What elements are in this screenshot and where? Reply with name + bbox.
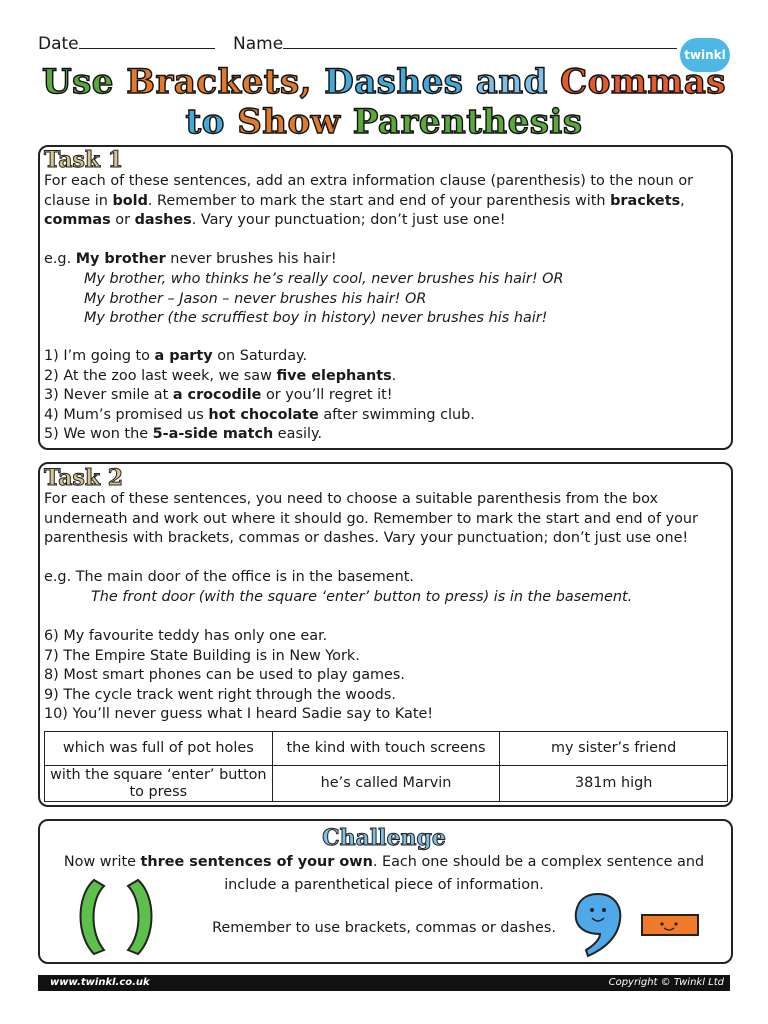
option-cell: with the square ‘enter’ button to press xyxy=(45,766,273,802)
example-answer-3: My brother (the scruffiest boy in history) never brushes his hair! xyxy=(84,310,548,327)
blue-comma-icon xyxy=(570,890,626,960)
name-field xyxy=(233,34,677,54)
name-line xyxy=(283,34,677,49)
task2-example-answer: The front door (with the square ‘enter’ button to press) is in the basement. xyxy=(91,589,633,605)
task2-instr-line2: underneath and work out where it should go. Remember to mark the start and end of your xyxy=(44,510,698,527)
option-cell: my sister’s friend xyxy=(500,732,728,766)
title-word: Brackets, xyxy=(126,62,325,102)
green-brackets-icon xyxy=(66,876,166,958)
title-word: Show xyxy=(237,102,353,142)
list-item: 1) I’m going to a party on Saturday. xyxy=(44,348,308,364)
task1-instr-line1: For each of these sentences, add an extra information clause (parenthesis) to the noun or xyxy=(44,173,694,189)
table-row xyxy=(45,766,728,802)
example-answer-1: My brother, who thinks he’s really cool, never brushes his hair! OR xyxy=(84,271,564,287)
twinkl-logo: twinkl xyxy=(680,38,730,72)
footer-bar xyxy=(38,975,730,991)
date-field xyxy=(38,34,215,54)
challenge-label: Challenge xyxy=(322,825,446,851)
task2-label: Task 2 xyxy=(44,465,124,491)
challenge-line3: Remember to use brackets, commas or dashes. xyxy=(212,920,556,936)
option-cell: 381m high xyxy=(500,766,728,802)
task1-instr-line2: clause in bold. Remember to mark the start and end of your parenthesis with brackets, xyxy=(44,192,685,209)
option-cell: the kind with touch screens xyxy=(272,732,500,766)
task1-instr-line3: commas or dashes. Vary your punctuation; don’t just use one! xyxy=(44,212,506,229)
task2-example: e.g. The main door of the office is in the basement. xyxy=(44,569,414,585)
title-line2-text xyxy=(185,102,582,142)
list-item: 8) Most smart phones can be used to play games. xyxy=(44,667,405,684)
parenthesis-options-table xyxy=(44,731,728,802)
challenge-line2: include a parenthetical piece of information. xyxy=(224,877,544,893)
footer-website: www.twinkl.co.uk xyxy=(50,977,150,988)
task1-example: e.g. My brother never brushes his hair! xyxy=(44,251,337,267)
task1-example-answers xyxy=(84,270,564,329)
name-label: Name xyxy=(233,34,284,54)
table-row xyxy=(45,732,728,766)
title-word: Commas xyxy=(560,62,727,102)
page-title-line2 xyxy=(0,102,768,142)
task2-instr-line3: parenthesis with brackets, commas or dashes. Vary your punctuation; don’t just use one! xyxy=(44,530,689,547)
title-word: Dashes xyxy=(324,62,476,102)
list-item: 5) We won the 5-a-side match easily. xyxy=(44,426,323,443)
list-item: 9) The cycle track went right through the woods. xyxy=(44,686,396,703)
list-item: 6) My favourite teddy has only one ear. xyxy=(44,628,328,644)
task2-instr-line1: For each of these sentences, you need to choose a suitable parenthesis from the box xyxy=(44,491,658,507)
list-item: 4) Mum’s promised us hot chocolate after swimming club. xyxy=(44,406,475,423)
option-cell: which was full of pot holes xyxy=(45,732,273,766)
list-item: 10) You’ll never guess what I heard Sadie say to Kate! xyxy=(44,706,434,723)
list-item: 3) Never smile at a crocodile or you’ll regret it! xyxy=(44,387,393,404)
orange-dash-icon xyxy=(640,912,700,938)
example-answer-2: My brother – Jason – never brushes his hair! OR xyxy=(84,290,427,307)
task2-instructions xyxy=(44,490,698,549)
title-line1-text xyxy=(42,62,726,102)
title-word: Parenthesis xyxy=(352,102,583,142)
title-word: Use xyxy=(41,62,127,102)
task1-list xyxy=(44,347,475,445)
task1-instructions xyxy=(44,172,693,231)
task1-label: Task 1 xyxy=(44,147,124,173)
title-word: to xyxy=(185,102,238,142)
task2-list xyxy=(44,627,433,725)
list-item: 7) The Empire State Building is in New York. xyxy=(44,647,360,664)
footer-copyright: Copyright © Twinkl Ltd xyxy=(608,977,724,988)
title-word: and xyxy=(475,62,561,102)
date-label: Date xyxy=(38,34,79,54)
option-cell: he’s called Marvin xyxy=(272,766,500,802)
date-line xyxy=(79,34,215,49)
challenge-line1: Now write three sentences of your own. Each one should be a complex sentence and xyxy=(63,854,705,870)
list-item: 2) At the zoo last week, we saw five elephants. xyxy=(44,367,397,384)
page-title-line1 xyxy=(0,62,768,102)
